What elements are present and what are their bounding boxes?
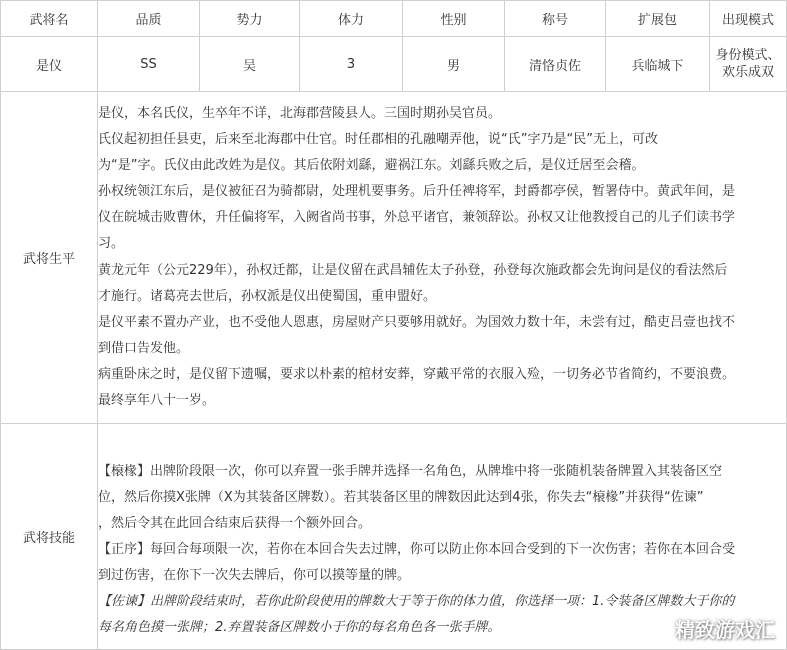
mode-item: 身份模式、 xyxy=(715,48,781,63)
skill-line: 到过伤害，在你下一次失去牌后，你可以摸等量的牌。 xyxy=(98,567,411,583)
header-health: 体力 xyxy=(300,1,403,37)
bio-line: 是仪平素不置办产业，也不受他人恩惠，房屋财产只要够用就好。为国效力数十年，未尝有过，酷吏吕壹也找不 xyxy=(98,314,736,330)
general-row xyxy=(1,37,787,92)
bio-text xyxy=(98,92,787,424)
skill-line: 【榱椽】出牌阶段限一次，你可以弃置一张手牌并选择一名角色，从牌堆中将一张随机装备牌置入其装备区空 xyxy=(98,463,723,479)
general-quality: SS xyxy=(98,37,200,92)
bio-line: 到借口告发他。 xyxy=(98,340,190,356)
header-quality: 品质 xyxy=(98,1,200,37)
skill-line-italic: 【佐谏】出牌阶段结束时，若你此阶段使用的牌数大于等于你的体力值，你选择一项：1.令装备区牌数大于你的 xyxy=(98,593,735,609)
bio-line: 病重卧床之时，是仪留下遗嘱，要求以朴素的棺材安葬，穿戴平常的衣服入殓，一切务必节省简约，不要浪费。 xyxy=(98,366,736,382)
skill-line: 位，然后你摸X张牌（X为其装备区牌数）。若其装备区里的牌数因此达到4张，你失去“榱椽”并获得“佐谏” xyxy=(98,489,704,505)
bio-line: 是仪，本名氏仪，生卒年不详，北海郡营陵县人。三国时期孙吴官员。 xyxy=(98,105,502,121)
mode-item: 欢乐成双 xyxy=(721,65,774,80)
skill-line: 【正序】每回合每项限一次，若你在本回合失去过牌，你可以防止你本回合受到的下一次伤害；若你在本回合受 xyxy=(98,541,736,557)
bio-line: 习。 xyxy=(98,236,125,252)
header-row xyxy=(1,1,787,37)
skill-row xyxy=(1,424,787,650)
header-gender: 性别 xyxy=(403,1,505,37)
bio-line: 最终享年八十一岁。 xyxy=(98,392,216,408)
bio-line: 为“是”字。氏仪由此改姓为是仪。其后依附刘繇，避祸江东。刘繇兵败之后，是仪迁居至会稽。 xyxy=(98,158,645,174)
bio-label: 武将生平 xyxy=(1,92,98,424)
bio-line: 才施行。诸葛亮去世后，孙权派是仪出使蜀国，重申盟好。 xyxy=(98,288,437,304)
watermark: 精致游戏汇 xyxy=(675,618,775,642)
general-gender: 男 xyxy=(403,37,505,92)
skill-line-italic: 每名角色摸一张牌；2.弃置装备区牌数小于你的每名角色各一张手牌。 xyxy=(98,619,501,635)
general-pack: 兵临城下 xyxy=(606,37,710,92)
general-modes xyxy=(710,37,787,92)
skill-line: ，然后令其在此回合结束后获得一个额外回合。 xyxy=(98,515,372,531)
general-faction: 吴 xyxy=(200,37,300,92)
header-title: 称号 xyxy=(505,1,606,37)
bio-line: 孙权统领江东后，是仪被征召为骑都尉，处理机要事务。后升任裨将军，封爵都亭侯，暂署侍中。黄武年间，是 xyxy=(98,184,736,200)
bio-line: 氏仪起初担任县吏，后来至北海郡中仕官。时任郡相的孔融嘲弄他，说“氏”字乃是“民”无上，可改 xyxy=(98,132,658,148)
general-health: 3 xyxy=(300,37,403,92)
header-name: 武将名 xyxy=(1,1,98,37)
general-title: 清恪贞佐 xyxy=(505,37,606,92)
header-pack: 扩展包 xyxy=(606,1,710,37)
bio-row xyxy=(1,92,787,424)
bio-line: 黄龙元年（公元229年），孙权迁都，让是仪留在武昌辅佐太子孙登，孙登每次施政都会先询问是仪的看法然后 xyxy=(98,262,728,278)
bio-line: 仪在皖城击败曹休，升任偏将军，入阙省尚书事，外总平诸官，兼领辞讼。孙权又让他教授自己的儿子们读书学 xyxy=(98,210,736,226)
header-modes: 出现模式 xyxy=(710,1,787,37)
general-name: 是仪 xyxy=(1,37,98,92)
header-faction: 势力 xyxy=(200,1,300,37)
skill-label: 武将技能 xyxy=(1,424,98,650)
